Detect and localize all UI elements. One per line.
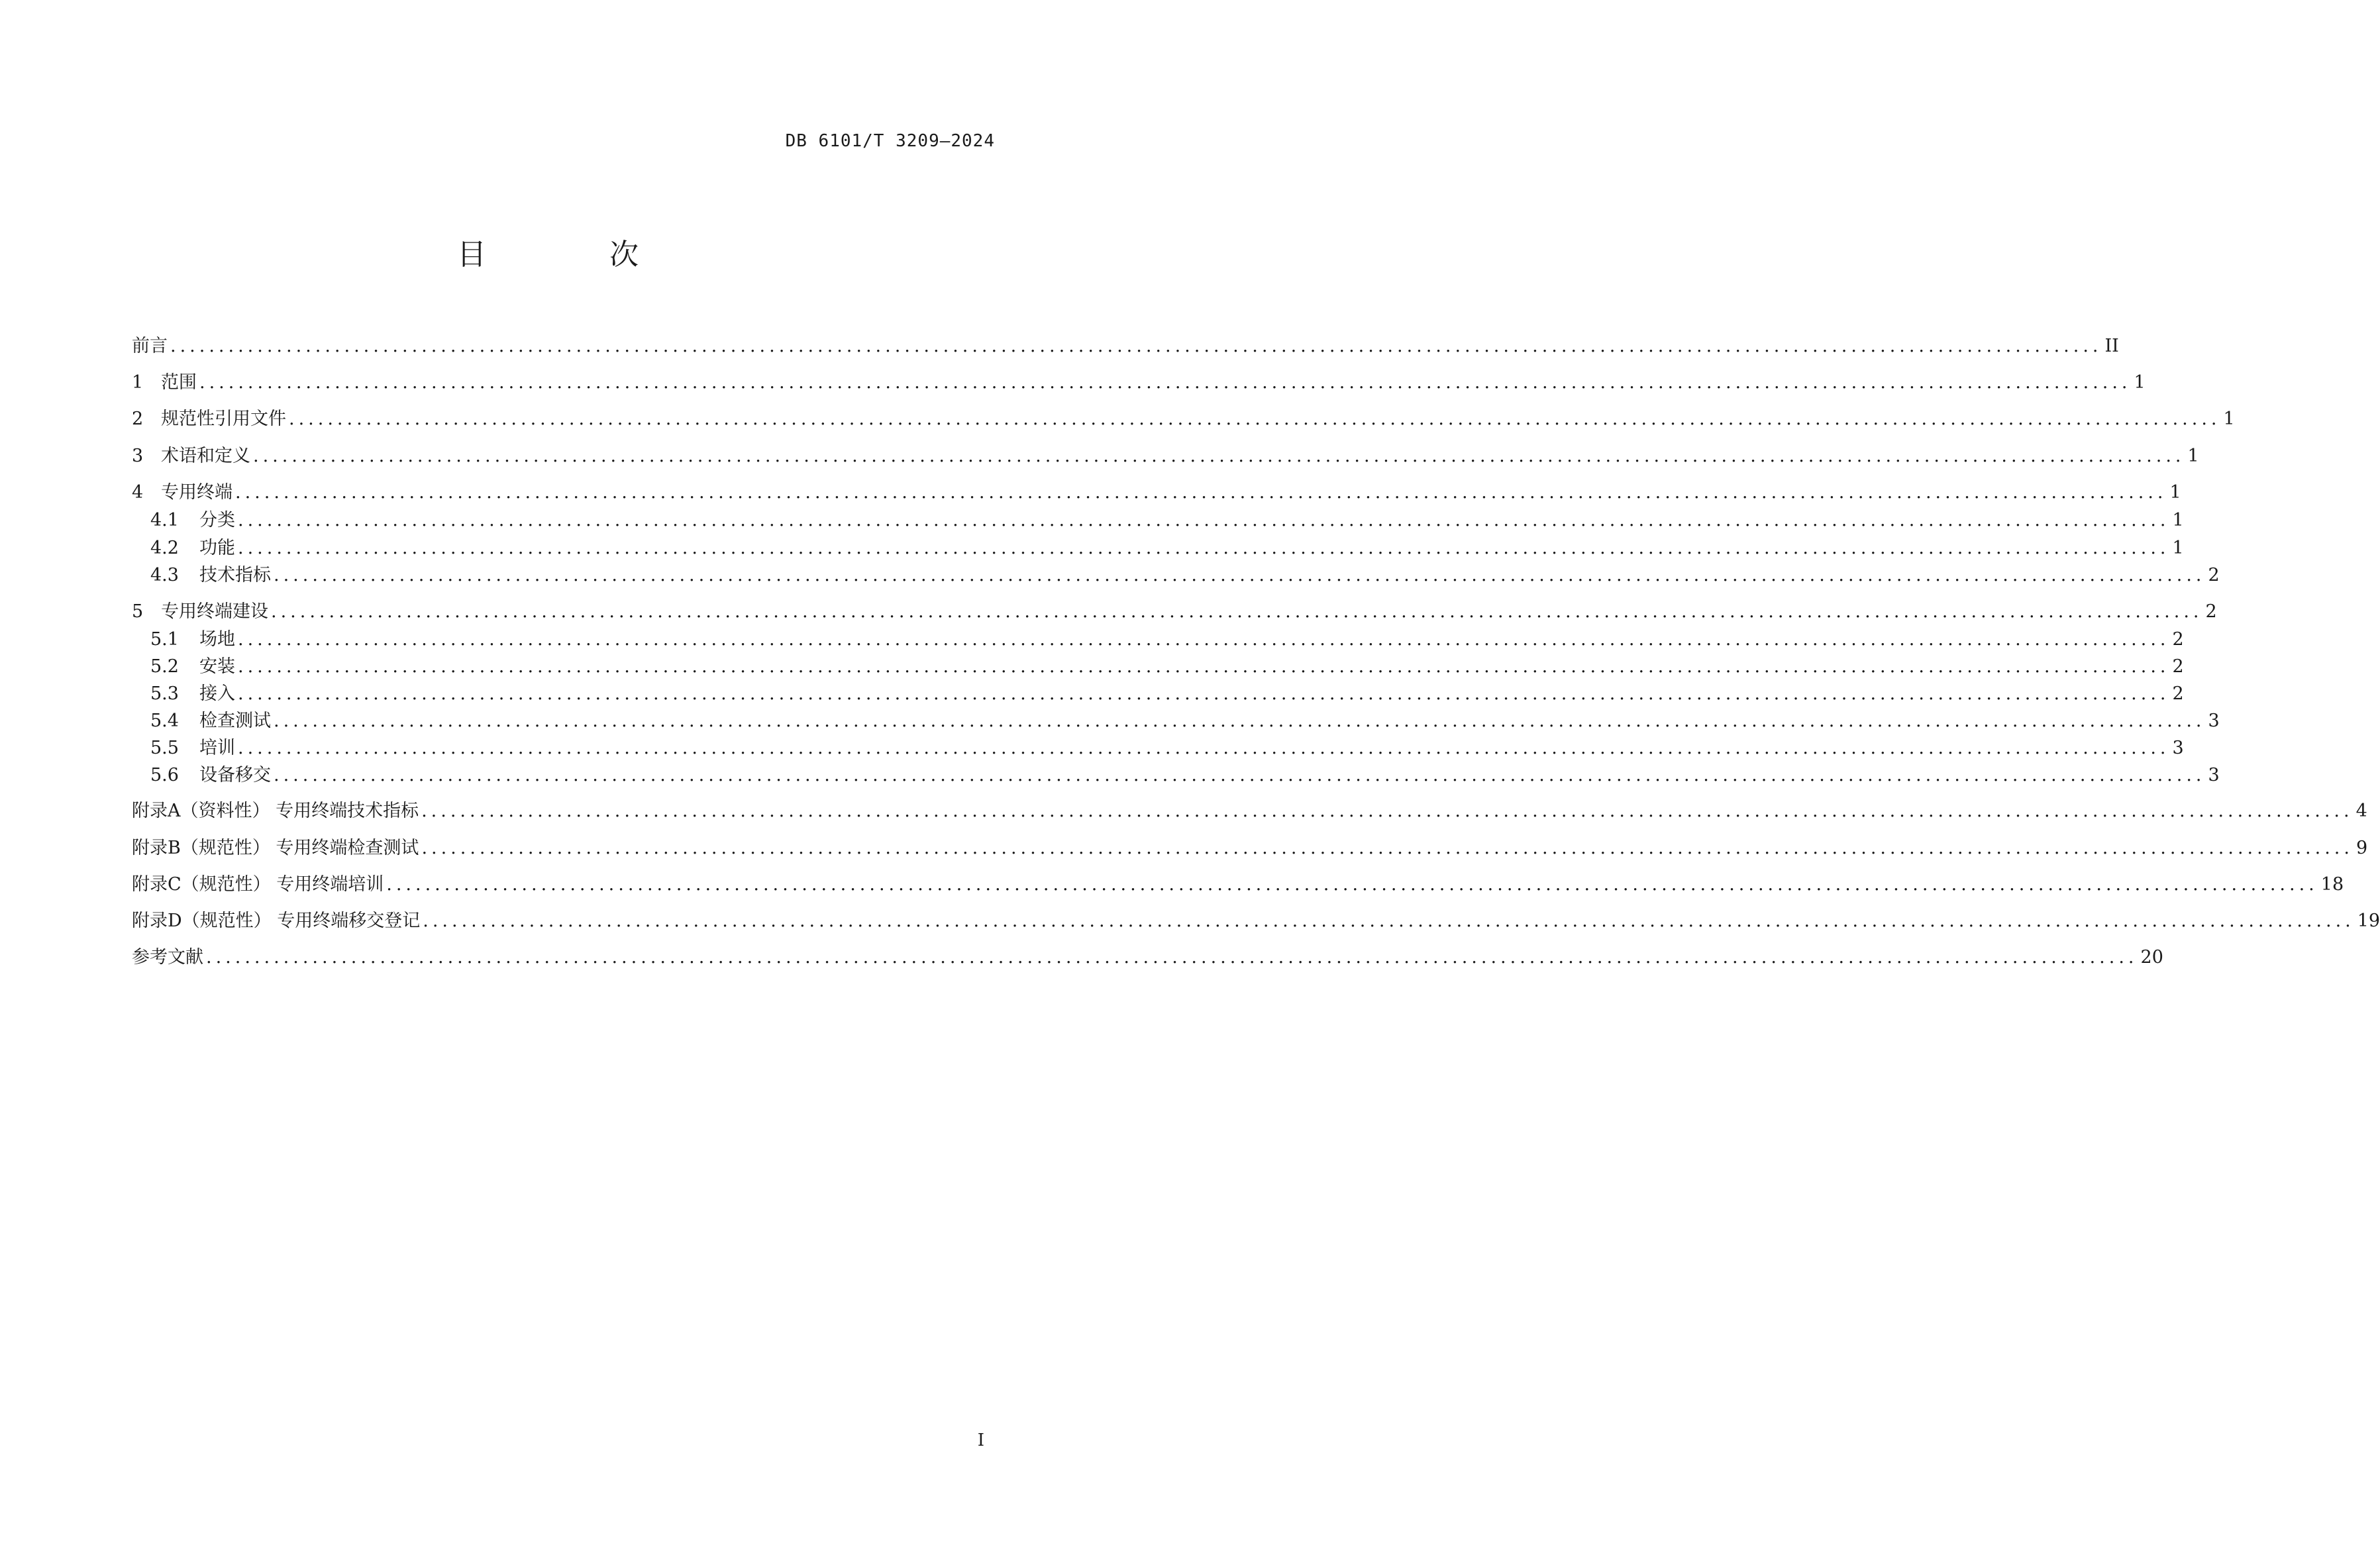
toc-entry-label: 附录D（规范性） 专用终端移交登记 <box>132 911 421 931</box>
toc-entry[interactable] <box>132 944 2163 971</box>
toc-entry-label: 术语和定义 <box>161 446 250 466</box>
toc-entry[interactable] <box>150 762 2220 789</box>
page-number: I <box>977 1430 984 1450</box>
toc-entry-number: 5.1 <box>150 629 179 650</box>
toc-entry-label: 附录A（资料性） 专用终端技术指标 <box>132 801 419 821</box>
toc-entry-number: 5.3 <box>150 683 179 704</box>
toc-entry-number: 1 <box>132 372 144 393</box>
toc-entry-label: 专用终端 <box>161 482 233 503</box>
toc-leader-dots: ........................................................................................................................................................................................................ <box>421 838 2354 858</box>
toc-entry-label: 参考文献 <box>132 947 203 968</box>
toc-entry-page: 20 <box>2140 947 2163 968</box>
toc-entry-number: 4.2 <box>150 538 179 558</box>
toc-entry[interactable] <box>150 535 2184 562</box>
toc-entry-label: 功能 <box>199 538 235 558</box>
toc-entry-page: 19 <box>2357 911 2380 931</box>
toc-entry-page: 1 <box>2134 372 2146 393</box>
toc-leader-dots: ........................................................................................................................................................................................................ <box>386 874 2318 895</box>
toc-entry[interactable] <box>150 626 2184 653</box>
toc-entry-label: 范围 <box>161 372 197 393</box>
toc-leader-dots: ........................................................................................................................................................................................................ <box>199 372 2132 393</box>
toc-leader-dots: ........................................................................................................................................................................................................ <box>274 565 2206 585</box>
toc-entry-page: 9 <box>2355 838 2368 858</box>
toc-entry-label: 附录B（规范性） 专用终端检查测试 <box>132 838 419 858</box>
toc-entry[interactable] <box>150 507 2184 534</box>
toc-entry-label: 检查测试 <box>199 711 271 731</box>
document-number: DB 6101/T 3209—2024 <box>785 131 995 151</box>
toc-entry-page: 3 <box>2208 765 2220 785</box>
toc-entry-label: 规范性引用文件 <box>161 409 286 429</box>
toc-entry-label: 安装 <box>199 656 235 677</box>
toc-leader-dots: ........................................................................................................................................................................................................ <box>238 629 2170 650</box>
toc-leader-dots: ........................................................................................................................................................................................................ <box>274 711 2206 731</box>
toc-entry[interactable] <box>132 599 2217 625</box>
toc-entry-page: 2 <box>2208 565 2220 585</box>
toc-entry-number: 4.1 <box>150 510 179 530</box>
toc-entry[interactable] <box>150 708 2220 734</box>
toc-entry-number: 3 <box>132 446 144 466</box>
toc-entry-page: 2 <box>2205 601 2217 622</box>
toc-leader-dots: ........................................................................................................................................................................................................ <box>289 409 2221 429</box>
toc-leader-dots: ........................................................................................................................................................................................................ <box>274 765 2206 785</box>
toc-leader-dots: ........................................................................................................................................................................................................ <box>238 510 2170 530</box>
toc-entry-page: 4 <box>2355 801 2367 821</box>
toc-entry-page: 18 <box>2320 874 2344 895</box>
toc-entry-label: 培训 <box>199 738 235 758</box>
toc-entry[interactable] <box>150 681 2184 707</box>
toc-entry-number: 5.2 <box>150 656 179 677</box>
toc-entry[interactable] <box>132 370 2146 396</box>
toc-entry-number: 5.5 <box>150 738 179 758</box>
toc-leader-dots: ........................................................................................................................................................................................................ <box>253 446 2185 466</box>
toc-entry[interactable] <box>132 406 2235 432</box>
toc-entry-number: 4 <box>132 482 144 503</box>
toc-entry-label: 技术指标 <box>199 565 271 585</box>
toc-entry-page: 3 <box>2208 711 2220 731</box>
toc-leader-dots: ........................................................................................................................................................................................................ <box>206 947 2138 968</box>
toc-entry-label: 专用终端建设 <box>161 601 268 622</box>
toc-entry-page: 1 <box>2172 538 2184 558</box>
toc-leader-dots: ........................................................................................................................................................................................................ <box>421 801 2354 821</box>
toc-entry-label: 接入 <box>199 683 235 704</box>
toc-entry[interactable] <box>132 872 2344 898</box>
toc-entry-page: 1 <box>2172 510 2184 530</box>
toc-entry-page: 1 <box>2187 446 2199 466</box>
toc-entry-number: 5.4 <box>150 711 179 731</box>
toc-leader-dots: ........................................................................................................................................................................................................ <box>423 911 2355 931</box>
toc-entry[interactable] <box>132 443 2199 470</box>
toc-entry[interactable] <box>132 908 2380 934</box>
toc-entry-page: 2 <box>2172 683 2184 704</box>
toc-entry-page: 2 <box>2172 629 2184 650</box>
toc-entry-label: 前言 <box>132 336 168 356</box>
toc-entry-label: 场地 <box>199 629 235 650</box>
toc-entry-page: 2 <box>2172 656 2184 677</box>
toc-entry[interactable] <box>132 333 2119 360</box>
toc-entry[interactable] <box>132 479 2181 506</box>
toc-entry-label: 分类 <box>199 510 235 530</box>
toc-entry-page: 3 <box>2172 738 2184 758</box>
toc-entry[interactable] <box>150 654 2184 680</box>
toc-entry-number: 2 <box>132 409 144 429</box>
toc-leader-dots: ........................................................................................................................................................................................................ <box>170 336 2102 356</box>
toc-entry-label: 附录C（规范性） 专用终端培训 <box>132 874 384 895</box>
toc-leader-dots: ........................................................................................................................................................................................................ <box>238 738 2170 758</box>
page-title: 目 次 <box>457 238 696 272</box>
toc-entry-number: 4.3 <box>150 565 179 585</box>
toc-leader-dots: ........................................................................................................................................................................................................ <box>271 601 2203 622</box>
toc-entry[interactable] <box>150 562 2220 589</box>
toc-entry-number: 5 <box>132 601 144 622</box>
toc-entry[interactable] <box>132 835 2368 862</box>
toc-leader-dots: ........................................................................................................................................................................................................ <box>238 656 2170 677</box>
toc-entry-page: 1 <box>2169 482 2181 503</box>
toc-entry[interactable] <box>132 798 2367 824</box>
toc-leader-dots: ........................................................................................................................................................................................................ <box>238 538 2170 558</box>
toc-entry-label: 设备移交 <box>199 765 271 785</box>
toc-entry[interactable] <box>150 735 2184 762</box>
toc-leader-dots: ........................................................................................................................................................................................................ <box>235 482 2167 503</box>
toc-entry-page: 1 <box>2223 409 2235 429</box>
toc-entry-page: II <box>2104 336 2119 356</box>
toc-entry-number: 5.6 <box>150 765 179 785</box>
toc-leader-dots: ........................................................................................................................................................................................................ <box>238 683 2170 704</box>
